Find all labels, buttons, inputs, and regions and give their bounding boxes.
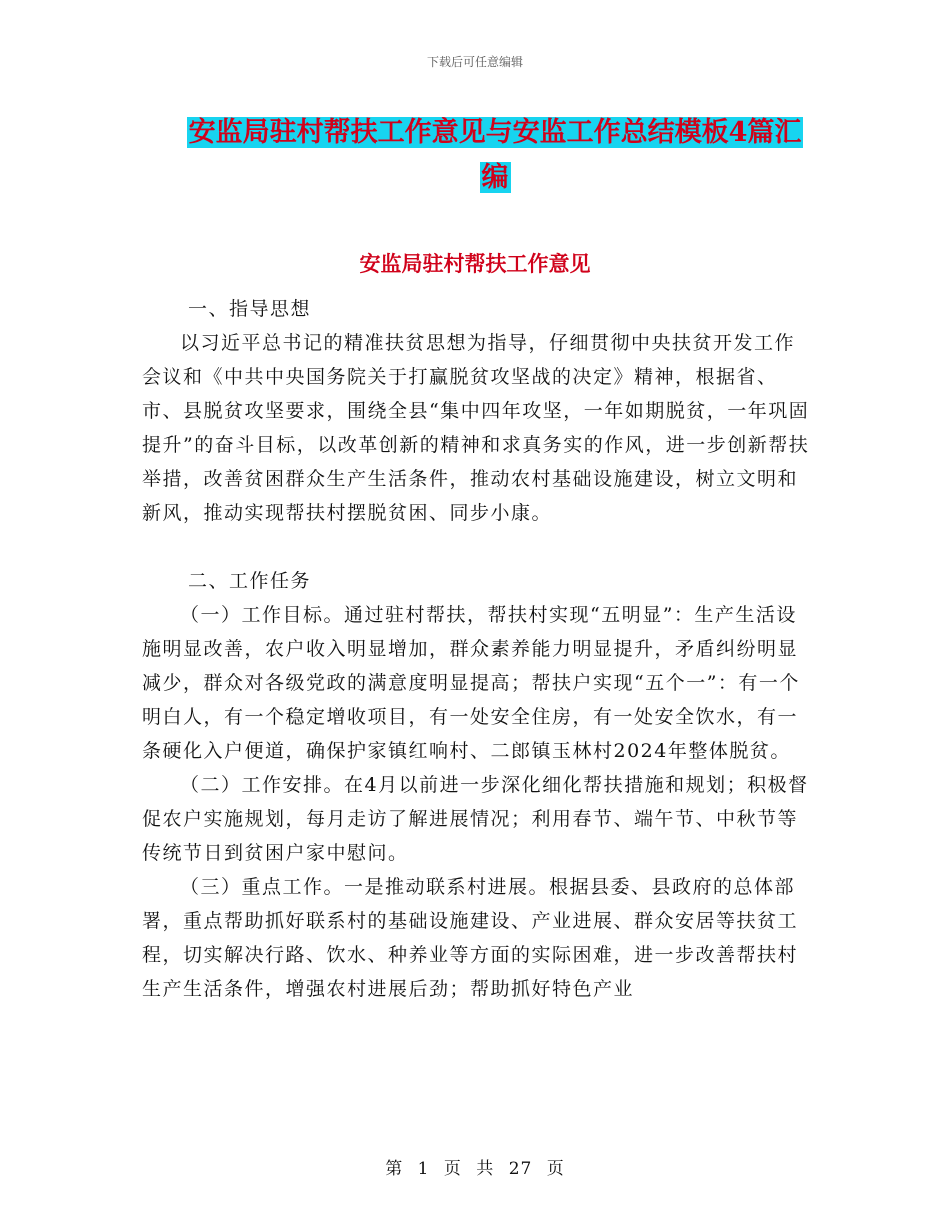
footer-label-of: 页 xyxy=(443,1159,462,1179)
page-footer xyxy=(0,1154,950,1179)
footer-total-pages: 27 xyxy=(508,1159,533,1179)
footer-page-number: 1 xyxy=(417,1159,430,1179)
paragraph-work-goals: （一）工作目标。通过驻村帮扶，帮扶村实现“五明显”：生产生活设施明显改善，农户收入明显增加，群众素养能力明显提升，矛盾纠纷明显减少，群众对各级党政的满意度明显提高；帮扶户实现“五个一”：有一个明白人，有一个稳定增收项目，有一处安全住房，有一处安全饮水，有一条硬化入户便道，确保护家镇红响村、二郎镇玉林村2024年整体脱贫。 xyxy=(142,604,800,762)
footer-label-page: 第 xyxy=(385,1159,404,1179)
paragraph-spacer xyxy=(142,530,810,564)
header-note: 下载后可任意编辑 xyxy=(426,55,523,69)
document-body xyxy=(142,292,810,1006)
document-title xyxy=(175,110,815,200)
footer-label-total: 共 xyxy=(476,1159,495,1179)
heading-guiding-ideology: 一、指导思想 xyxy=(188,298,312,320)
paragraph-key-work: （三）重点工作。一是推动联系村进展。根据县委、县政府的总体部署，重点帮助抓好联系村的基础设施建设、产业进展、群众安居等扶贫工程，切实解决行路、饮水、种养业等方面的实际困难，进一步改善帮扶村生产生活条件，增强农村进展后劲；帮助抓好特色产业 xyxy=(142,876,799,1000)
section-title: 安监局驻村帮扶工作意见 xyxy=(359,251,591,276)
footer-label-pages: 页 xyxy=(546,1159,565,1179)
paragraph-work-arrangement: （二）工作安排。在4月以前进一步深化细化帮扶措施和规划；积极督促农户实施规划，每月走访了解进展情况；利用春节、端午节、中秋节等传统节日到贫困户家中慰问。 xyxy=(142,774,809,864)
heading-work-tasks: 二、工作任务 xyxy=(188,570,312,592)
document-title-text: 安监局驻村帮扶工作意见与安监工作总结模板4篇汇编 xyxy=(188,117,802,193)
paragraph-guiding-ideology: 以习近平总书记的精准扶贫思想为指导，仔细贯彻中央扶贫开发工作会议和《中共中央国务院关于打赢脱贫攻坚战的决定》精神，根据省、市、县脱贫攻坚要求，围绕全县“集中四年攻坚，一年如期脱贫，一年巩固提升”的奋斗目标，以改革创新的精神和求真务实的作风，进一步创新帮扶举措，改善贫困群众生产生活条件，推动农村基础设施建设，树立文明和新风，推动实现帮扶村摆脱贫困、同步小康。 xyxy=(142,332,810,524)
